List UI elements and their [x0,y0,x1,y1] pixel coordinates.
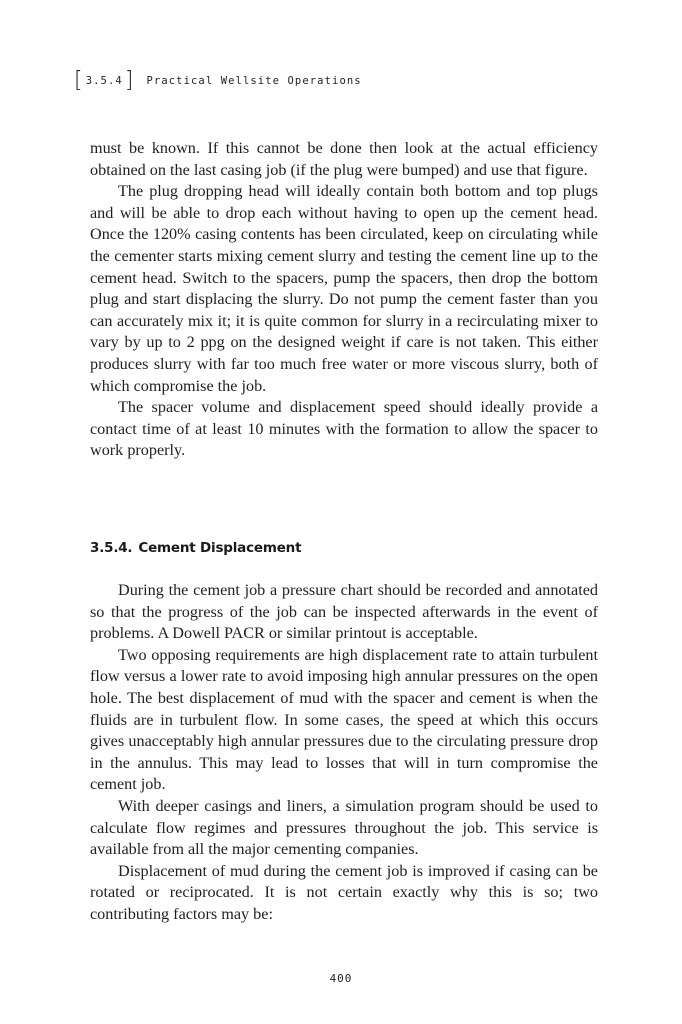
bracket-close-glyph: ] [124,68,135,93]
section-number: 3.5.4. [90,540,133,556]
paragraph: Two opposing requirements are high displacement rate to attain turbulent flow versus a lower rate to avoid imposing high annular pressures on the open hole. The best displacement of mud with the spacer and cement is when the fluids are in turbulent flow. In some cases, the speed at which this occurs gives unacceptably high annular pressures due to the circulating pressure drop in the annulus. This may lead to losses that will in turn compromise the cement job. [90,645,598,794]
running-head [74,66,362,96]
paragraph: During the cement job a pressure chart should be recorded and annotated so that the progress of the job can be inspected afterwards in the event of problems. A Dowell PACR or similar printout is acceptable. [90,581,598,643]
section-title: Cement Displacement [138,540,302,556]
section-heading [90,540,301,556]
running-head-section-ref: 3.5.4 [85,75,123,87]
paragraph: With deeper casings and liners, a simulation program should be used to calculate flow regimes and pressures throughout the job. This service is available from all the major cementing companies. [90,796,598,859]
body-text-bottom [90,580,598,926]
paragraph: Displacement of mud during the cement job is improved if casing can be rotated or reciprocated. It is not certain exactly why this is so; two contributing factors may be: [90,861,598,923]
page-number: 400 [329,972,353,985]
bracket-open-glyph: [ [74,68,84,93]
paragraph: The spacer volume and displacement speed should ideally provide a contact time of at least 10 minutes with the formation to allow the spacer to work properly. [90,398,598,460]
body-text-top [90,138,598,462]
running-head-title: Practical Wellsite Operations [146,75,362,87]
paragraph: must be known. If this cannot be done then look at the actual efficiency obtained on the last casing job (if the plug were bumped) and use that figure. [90,139,598,179]
paragraph: The plug dropping head will ideally contain both bottom and top plugs and will be able to drop each without having to open up the cement head. Once the 120% casing contents has been circulated, keep on circulating while the cementer starts mixing cement slurry and testing the cement line up to the cement head. Switch to the spacers, pump the spacers, then drop the bottom plug and start displacing the slurry. Do not pump the cement faster than you can accurately mix it; it is quite common for slurry in a recirculating mixer to vary by up to 2 ppg on the designed weight if care is not taken. This either produces slurry with far too much free water or more viscous slurry, both of which compromise the job. [90,182,598,395]
